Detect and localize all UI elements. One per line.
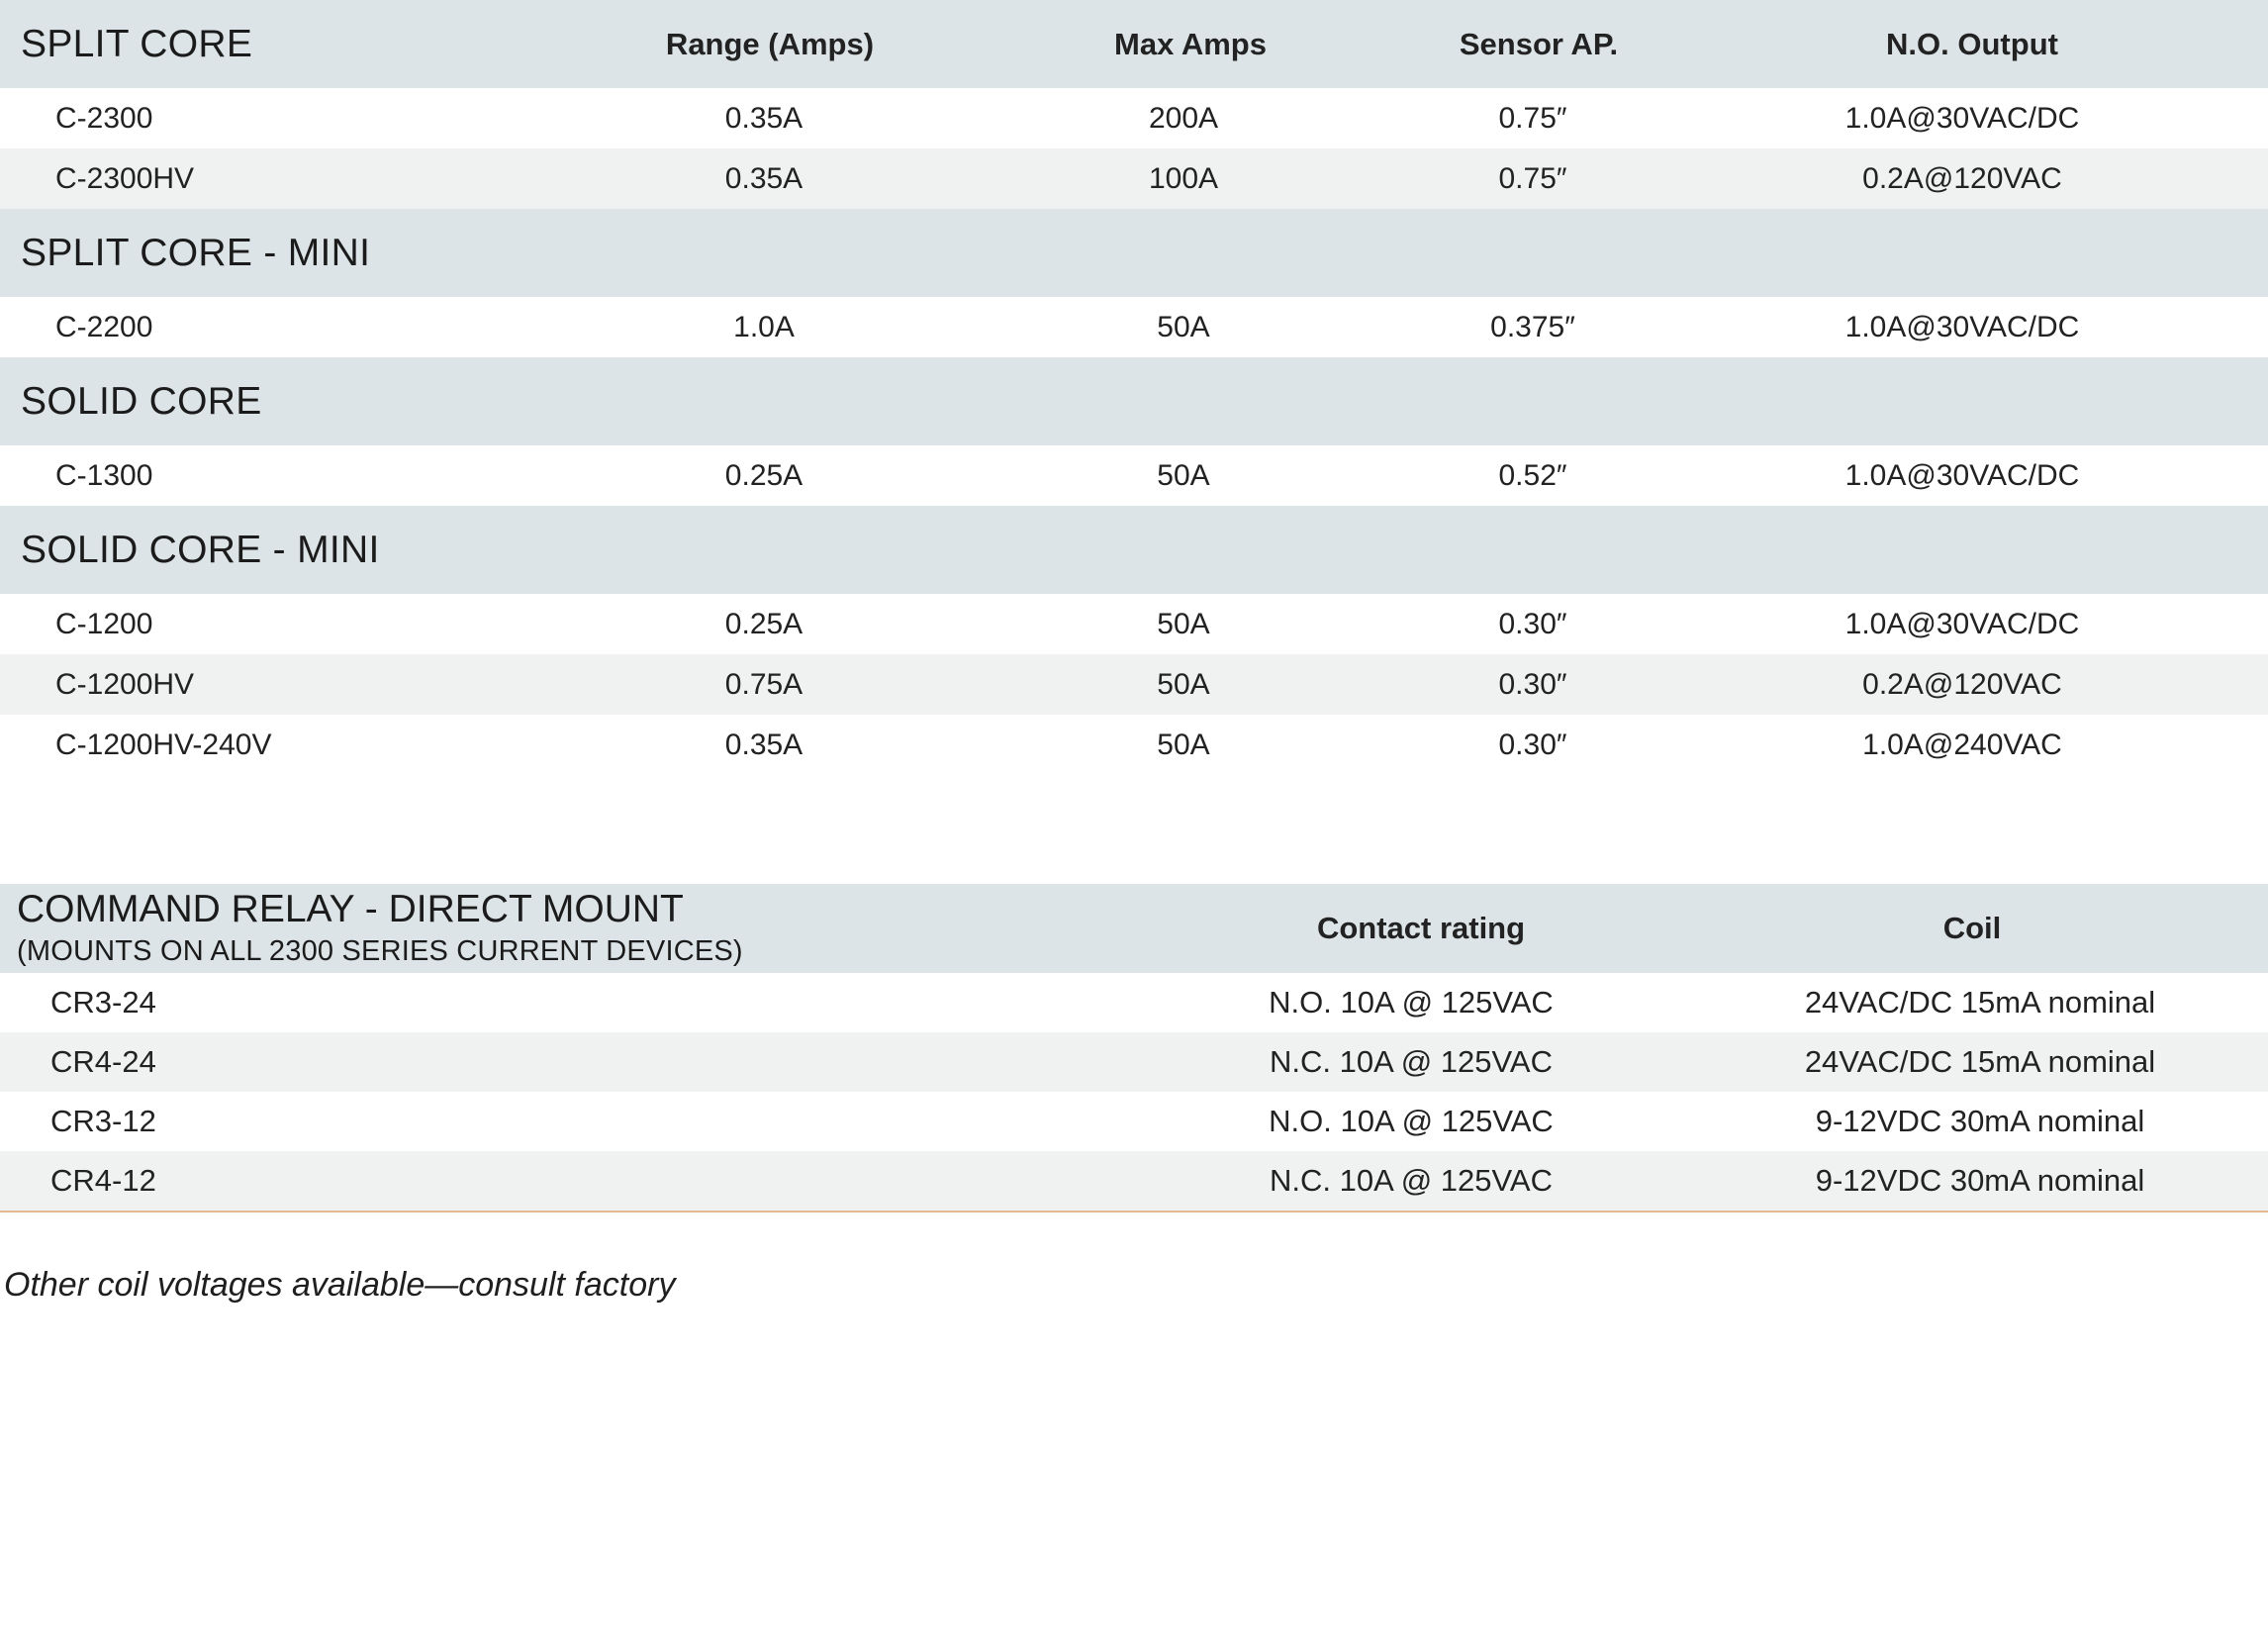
table-row [0, 1151, 2268, 1211]
contact-rating-cell: N.C. 10A @ 125VAC [1270, 1044, 1553, 1079]
range-cell: 1.0A [733, 310, 795, 343]
relay-model-cell: CR4-24 [50, 1044, 156, 1079]
range-cell: 0.75A [724, 667, 803, 701]
table-row [0, 445, 2268, 506]
coil-cell: 9-12VDC 30mA nominal [1815, 1163, 2145, 1198]
column-header-range: Range (Amps) [665, 26, 875, 61]
max-amps-cell: 50A [1157, 310, 1210, 343]
max-amps-cell: 50A [1157, 667, 1210, 701]
table-row [0, 297, 2268, 357]
section-header-split-core-mini [0, 209, 2268, 297]
column-header-contact-rating: Contact rating [1316, 911, 1526, 945]
coil-cell: 24VAC/DC 15mA nominal [1804, 1044, 2156, 1079]
max-amps-cell: 50A [1157, 728, 1210, 761]
table-row [0, 715, 2268, 775]
command-relay-table [0, 884, 2268, 1213]
section-header-solid-core [0, 357, 2268, 445]
table-row [0, 654, 2268, 715]
column-header-output: N.O. Output [1886, 26, 2058, 61]
column-header-max-amps: Max Amps [1114, 26, 1267, 61]
range-cell: 0.35A [724, 101, 803, 135]
relay-model-cell: CR4-12 [50, 1163, 156, 1198]
section-header-split-core [0, 0, 2268, 88]
table-row [0, 1032, 2268, 1092]
model-cell: C-1300 [55, 458, 153, 492]
footnote: Other coil voltages available—consult factory [4, 1266, 676, 1304]
column-header-coil: Coil [1942, 911, 2002, 945]
contact-rating-cell: N.C. 10A @ 125VAC [1270, 1163, 1553, 1198]
table-row [0, 148, 2268, 209]
section-title: SOLID CORE [21, 379, 262, 423]
max-amps-cell: 200A [1148, 101, 1219, 135]
relay-model-cell: CR3-12 [50, 1104, 156, 1138]
sensor-ap-cell: 0.75″ [1498, 101, 1567, 135]
relay-title: COMMAND RELAY - DIRECT MOUNT [17, 888, 684, 930]
range-cell: 0.25A [724, 458, 803, 492]
sensor-ap-cell: 0.30″ [1498, 607, 1567, 640]
range-cell: 0.35A [724, 161, 803, 195]
sensor-ap-cell: 0.375″ [1490, 310, 1575, 343]
sensor-ap-cell: 0.75″ [1498, 161, 1567, 195]
sensor-ap-cell: 0.30″ [1498, 667, 1567, 701]
output-cell: 1.0A@30VAC/DC [1844, 101, 2080, 135]
column-header-sensor-ap: Sensor AP. [1459, 26, 1619, 61]
model-cell: C-1200HV-240V [55, 728, 272, 761]
model-cell: C-2200 [55, 310, 153, 343]
output-cell: 1.0A@240VAC [1862, 728, 2062, 761]
range-cell: 0.25A [724, 607, 803, 640]
max-amps-cell: 50A [1157, 607, 1210, 640]
table-row [0, 973, 2268, 1032]
output-cell: 1.0A@30VAC/DC [1844, 458, 2080, 492]
output-cell: 0.2A@120VAC [1862, 161, 2062, 195]
table-row [0, 594, 2268, 654]
max-amps-cell: 100A [1148, 161, 1219, 195]
sensor-ap-cell: 0.52″ [1498, 458, 1567, 492]
contact-rating-cell: N.O. 10A @ 125VAC [1269, 1104, 1554, 1138]
output-cell: 1.0A@30VAC/DC [1844, 607, 2080, 640]
sensor-ap-cell: 0.30″ [1498, 728, 1567, 761]
output-cell: 0.2A@120VAC [1862, 667, 2062, 701]
section-header-solid-core-mini [0, 506, 2268, 594]
section-title: SPLIT CORE - MINI [21, 231, 371, 274]
table-row [0, 1092, 2268, 1151]
model-cell: C-2300 [55, 101, 153, 135]
relay-header [0, 884, 2268, 973]
model-cell: C-2300HV [55, 161, 195, 195]
model-cell: C-1200 [55, 607, 153, 640]
contact-rating-cell: N.O. 10A @ 125VAC [1269, 985, 1554, 1019]
output-cell: 1.0A@30VAC/DC [1844, 310, 2080, 343]
table-row [0, 88, 2268, 148]
relay-subtitle: (MOUNTS ON ALL 2300 SERIES CURRENT DEVICES) [17, 935, 743, 967]
coil-cell: 24VAC/DC 15mA nominal [1804, 985, 2156, 1019]
coil-cell: 9-12VDC 30mA nominal [1815, 1104, 2145, 1138]
max-amps-cell: 50A [1157, 458, 1210, 492]
model-cell: C-1200HV [55, 667, 195, 701]
current-sensor-table [0, 0, 2268, 775]
range-cell: 0.35A [724, 728, 803, 761]
section-title: SPLIT CORE [21, 22, 253, 65]
section-title: SOLID CORE - MINI [21, 528, 380, 571]
relay-model-cell: CR3-24 [50, 985, 156, 1019]
